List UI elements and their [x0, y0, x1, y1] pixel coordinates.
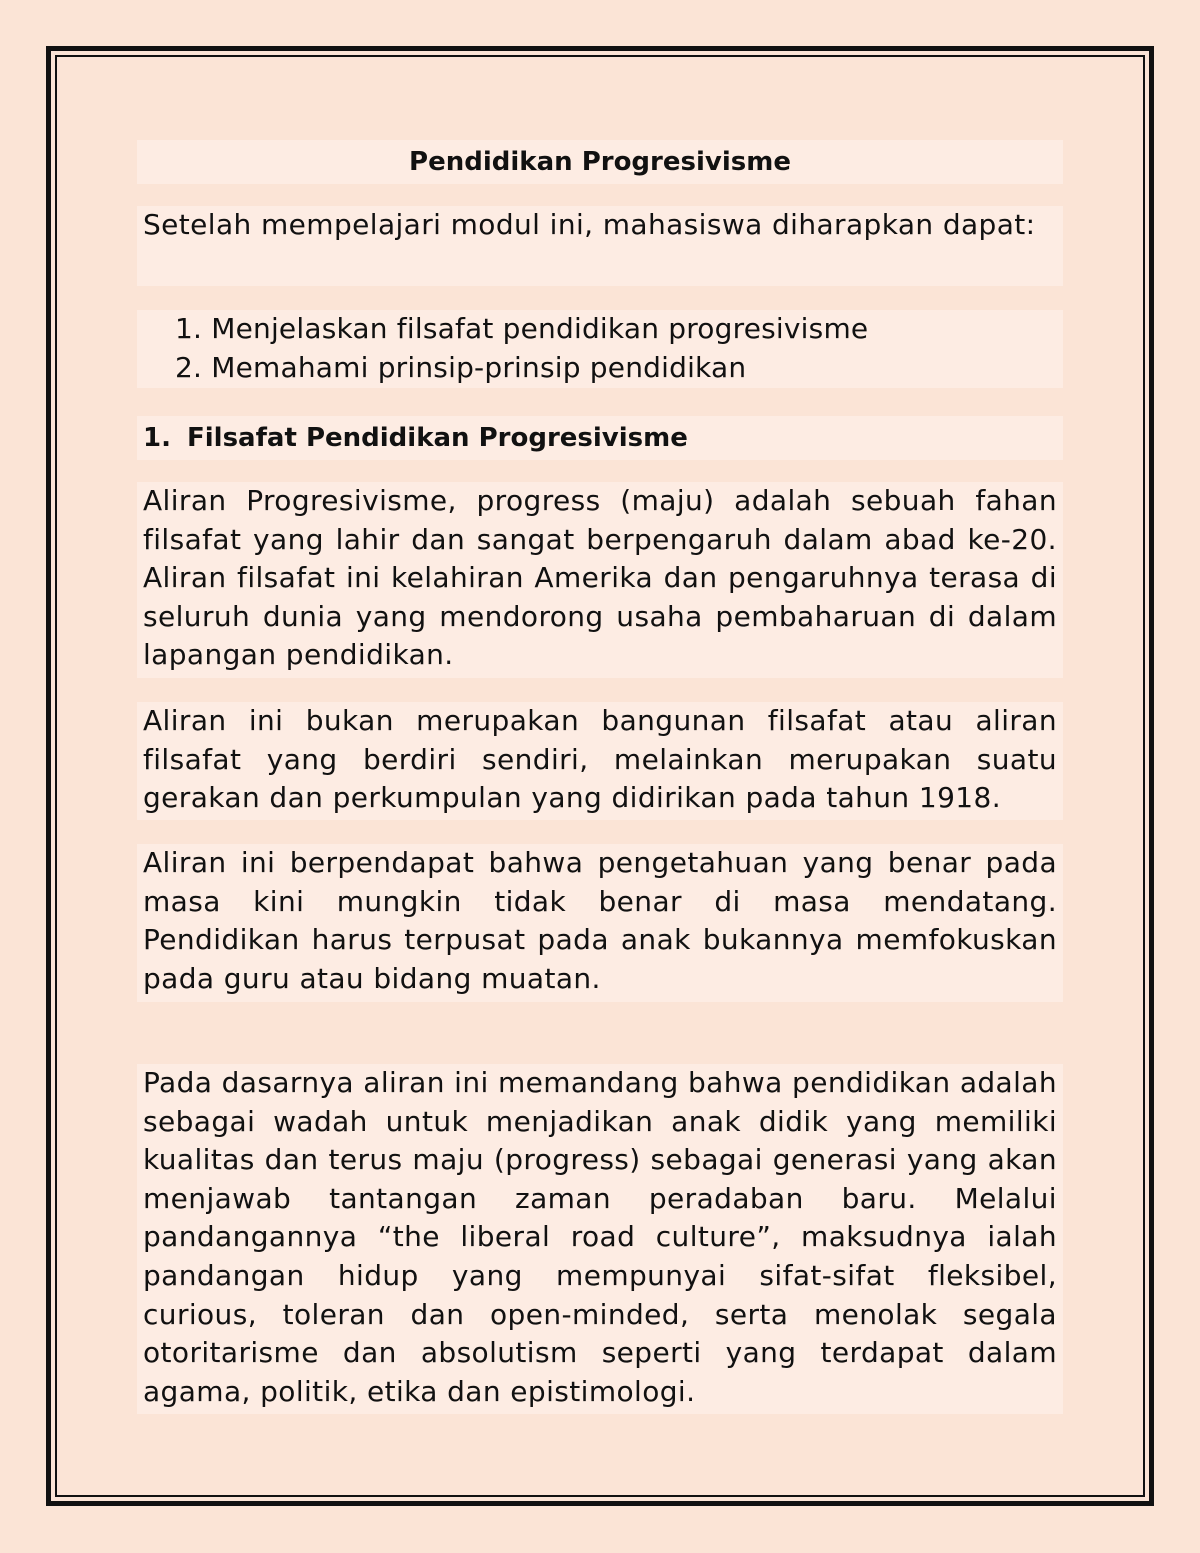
- objectives-list: [137, 310, 1063, 388]
- intro-paragraph: Setelah mempelajari modul ini, mahasiswa diharapkan dapat:: [137, 206, 1063, 286]
- objective-item: 1. Menjelaskan filsafat pendidikan progresivisme: [175, 312, 869, 345]
- document-title: Pendidikan Progresivisme: [137, 140, 1063, 184]
- section-heading: [137, 416, 1063, 460]
- section-number: 1.: [143, 423, 171, 453]
- paragraph-4: Pada dasarnya aliran ini memandang bahwa pendidikan adalah sebagai wadah untuk menjadikan anak didik yang memiliki kualitas dan terus maju (progress) sebagai generasi yang akan menjawab tantangan zaman peradaban baru. Melalui pandangannya “the liberal road culture”, maksudnya ialah pandangan hidup yang mempunyai sifat-sifat fleksibel, curious, toleran dan open-minded, serta menolak segala otoritarisme dan absolutism seperti yang terdapat dalam agama, politik, etika dan epistimologi.: [137, 1064, 1063, 1414]
- paragraph-1: Aliran Progresivisme, progress (maju) adalah sebuah fahan filsafat yang lahir dan sangat berpengaruh dalam abad ke-20. Aliran filsafat ini kelahiran Amerika dan pengaruhnya terasa di seluruh dunia yang mendorong usaha pembaharuan di dalam lapangan pendidikan.: [137, 482, 1063, 678]
- section-heading-text: Filsafat Pendidikan Progresivisme: [187, 423, 688, 453]
- objective-item: 2. Memahami prinsip-prinsip pendidikan: [175, 350, 747, 384]
- paragraph-3: Aliran ini berpendapat bahwa pengetahuan yang benar pada masa kini mungkin tidak benar di masa mendatang. Pendidikan harus terpusat pada anak bukannya memfokuskan pada guru atau bidang muatan.: [137, 844, 1063, 1002]
- paragraph-2: Aliran ini bukan merupakan bangunan filsafat atau aliran filsafat yang berdiri sendiri, melainkan merupakan suatu gerakan dan perkumpulan yang didirikan pada tahun 1918.: [137, 702, 1063, 820]
